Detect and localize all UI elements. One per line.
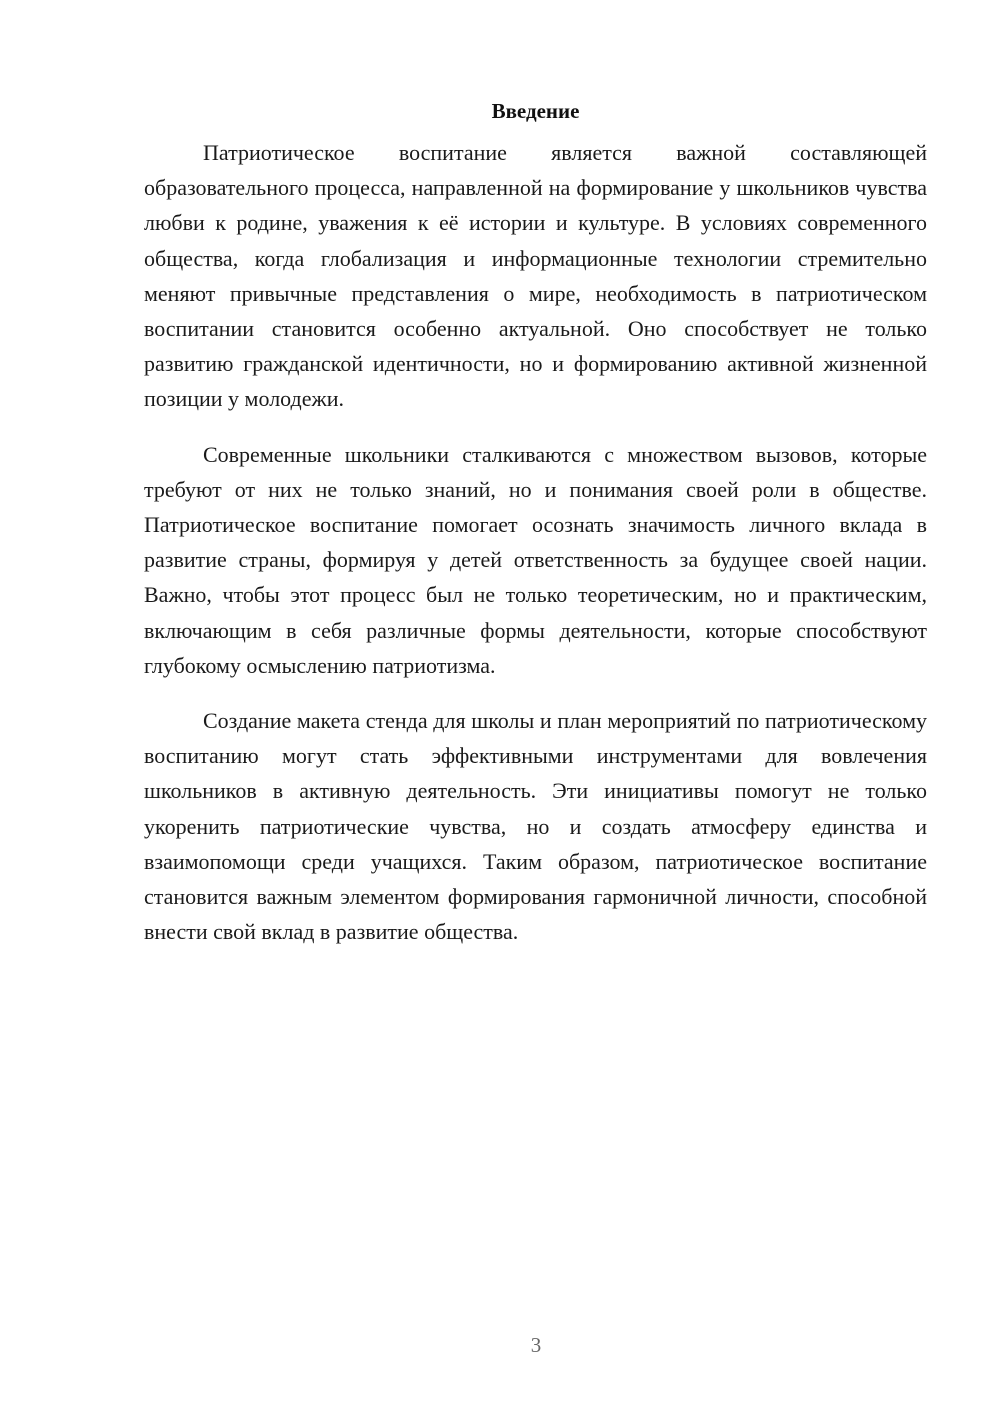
page-content xyxy=(144,95,927,949)
page-number: 3 xyxy=(530,1333,542,1357)
paragraph-1: Патриотическое воспитание является важной составляющей образовательного процесса, направленной на формирование у школьников чувства любви к родине, уважения к её истории и культуре. В условиях современного общества, когда глобализация и информационные технологии стремительно меняют привычные представления о мире, необходимость в патриотическом воспитании становится особенно актуальной. Оно способствует не только развитию гражданской идентичности, но и формированию активной жизненной позиции у молодежи. xyxy=(144,140,927,412)
paragraph-2: Современные школьники сталкиваются с множеством вызовов, которые требуют от них не только знаний, но и понимания своей роли в обществе. Патриотическое воспитание помогает осознать значимость личного вклада в развитие страны, формируя у детей ответственность за будущее своей нации. Важно, чтобы этот процесс был не только теоретическим, но и практическим, включающим в себя различные формы деятельности, которые способствуют глубокому осмыслению патриотизма. xyxy=(144,441,927,678)
section-title: Введение xyxy=(491,99,580,123)
paragraph-3: Создание макета стенда для школы и план мероприятий по патриотическому воспитанию могут стать эффективными инструментами для вовлечения школьников в активную деятельность. Эти инициативы помогут не только укоренить патриотические чувства, но и создать атмосферу единства и взаимопомощи среди учащихся. Таким образом, патриотическое воспитание становится важным элементом формирования гармоничной личности, способной внести свой вклад в развитие общества. xyxy=(144,708,927,945)
